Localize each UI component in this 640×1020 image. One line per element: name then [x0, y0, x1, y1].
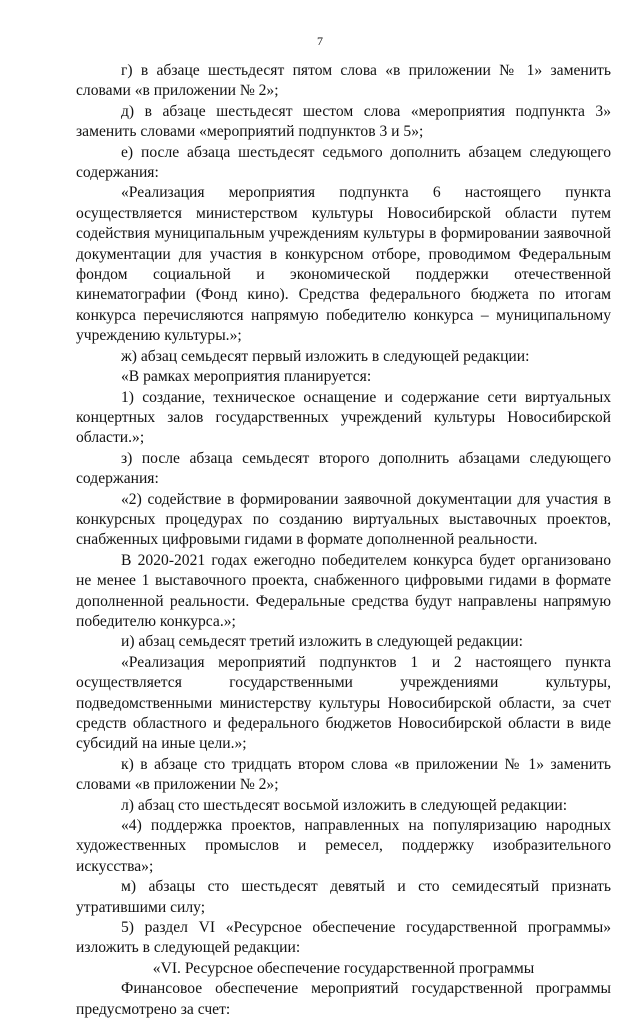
paragraph-amend-l: л) абзац сто шестьдесят восьмой изложить в следующей редакции:	[121, 796, 568, 814]
paragraph-amend-g: г) в абзаце шестьдесят пятом слова «в приложении № 1» заменить словами «в приложении № 2»;	[76, 62, 611, 100]
section-heading: «VI. Ресурсное обеспечение государственной программы	[152, 959, 535, 977]
paragraph-financing: Финансовое обеспечение мероприятий государственной программы предусмотрено за счет:	[76, 980, 611, 1018]
paragraph-item-1: 1) создание, техническое оснащение и содержание сети виртуальных концертных залов государственных учреждений культуры Новосибирской области.»;	[76, 388, 611, 447]
paragraph-item-4: «4) поддержка проектов, направленных на популяризацию народных художественных промыслов и ремесел, поддержку изобразительного искусства»;	[76, 817, 611, 875]
paragraph-amend-zh: ж) абзац семьдесят первый изложить в следующей редакции:	[121, 347, 530, 365]
paragraph-amend-i: и) абзац семьдесят третий изложить в следующей редакции:	[121, 633, 523, 651]
paragraph-quote-subpoints: «Реализация мероприятий подпунктов 1 и 2 настоящего пункта осуществляется государственными учреждениями культуры, подведомственными министерству культуры Новосибирской области, за счет средств областного и федерального бюджетов Новосибирской области в виде субсидий на иные цели.»;	[76, 653, 611, 753]
paragraph-quote-planned: «В рамках мероприятия планируется:	[121, 368, 372, 386]
page-number: 7	[317, 34, 323, 48]
paragraph-section-6: 5) раздел VI «Ресурсное обеспечение государственной программы» изложить в следующей редакции:	[76, 919, 611, 957]
paragraph-amend-d: д) в абзаце шестьдесят шестом слова «мероприятия подпункта 3» заменить словами «мероприятий подпунктов 3 и 5»;	[76, 102, 611, 141]
paragraph-2020-2021: В 2020-2021 годах ежегодно победителем конкурса будет организовано не менее 1 выставочного проекта, снабженного цифровыми гидами в формате дополненной реальности. Федеральные средства будут направлены напрямую победителю конкурса.»;	[76, 551, 611, 630]
paragraph-amend-m: м) абзацы сто шестьдесят девятый и сто семидесятый признать утратившими силу;	[76, 878, 611, 916]
document-body	[76, 61, 611, 1020]
paragraph-amend-e: е) после абзаца шестьдесят седьмого дополнить абзацем следующего содержания:	[76, 143, 611, 182]
paragraph-amend-k: к) в абзаце сто тридцать втором слова «в приложении № 1» заменить словами «в приложении № 2»;	[76, 755, 611, 794]
paragraph-item-2: «2) содействие в формировании заявочной документации для участия в конкурсных процедурах по созданию виртуальных выставочных проектов, снабженных цифровыми гидами в формате дополненной реальности.	[76, 490, 611, 549]
paragraph-amend-z: з) после абзаца семьдесят второго дополнить абзацами следующего содержания:	[76, 449, 611, 488]
paragraph-quote-implementation: «Реализация мероприятия подпункта 6 настоящего пункта осуществляется министерством культуры Новосибирской области путем содействия муниципальным учреждениям культуры в формировании заявочной документации для участия в конкурсном отборе, проводимом Федеральным фондом социальной и экономической поддержки отечественной кинематографии (Фонд кино). Средства федерального бюджета по итогам конкурса перечисляются напрямую победителю конкурса – муниципальному учреждению культуры.»;	[76, 184, 611, 345]
